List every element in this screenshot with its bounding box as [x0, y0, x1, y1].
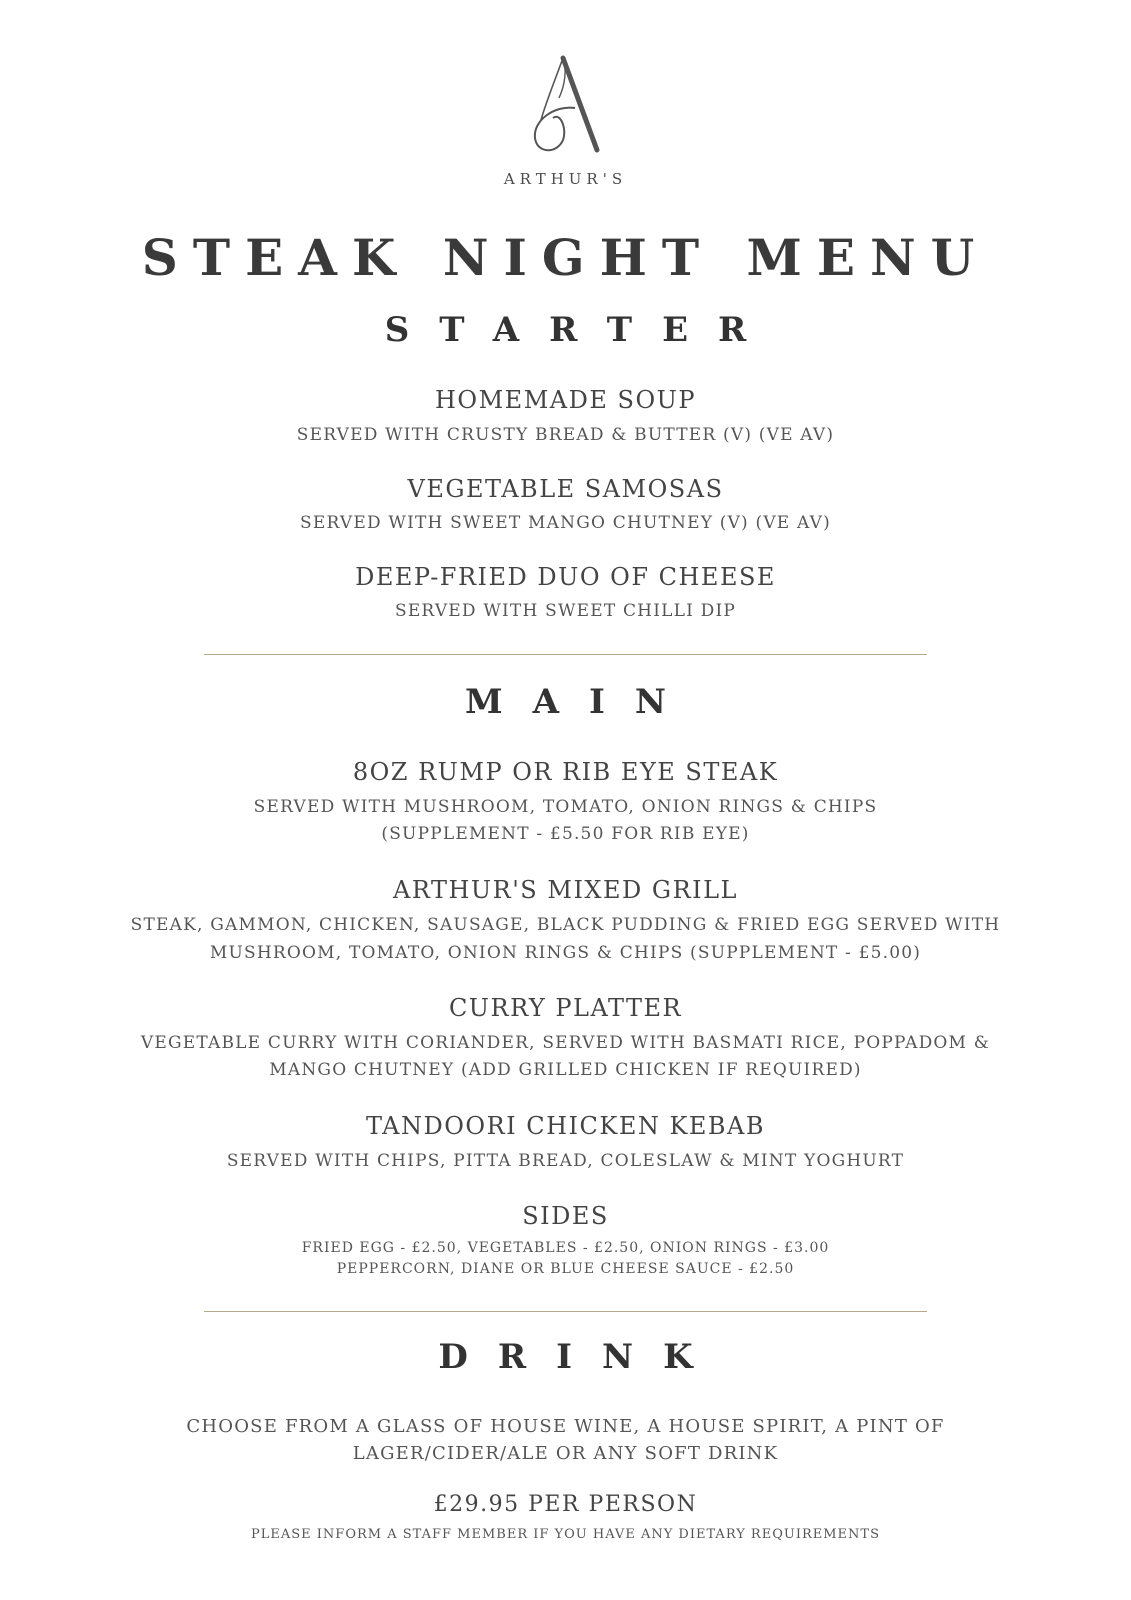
- drink-desc: LAGER/CIDER/ALE OR ANY SOFT DRINK: [352, 1443, 779, 1464]
- drink-desc: CHOOSE FROM A GLASS OF HOUSE WINE, A HOUSE SPIRIT, A PINT OF: [186, 1416, 945, 1437]
- menu-item-desc: VEGETABLE CURRY WITH CORIANDER, SERVED WITH BASMATI RICE, POPPADOM &: [140, 1033, 991, 1053]
- sides-line: PEPPERCORN, DIANE OR BLUE CHEESE SAUCE - £2.50: [336, 1261, 795, 1277]
- monogram-a-logo: [515, 50, 615, 160]
- page-title: STEAK NIGHT MENU: [141, 228, 990, 287]
- menu-item-name: HOMEMADE SOUP: [435, 386, 696, 414]
- menu-item-name: DEEP-FRIED DUO OF CHEESE: [355, 563, 776, 591]
- menu-item-desc: SERVED WITH SWEET MANGO CHUTNEY (V) (VE AV): [300, 513, 831, 533]
- section-divider: [204, 654, 927, 655]
- brand-name: ARTHUR'S: [503, 170, 628, 188]
- dietary-note: PLEASE INFORM A STAFF MEMBER IF YOU HAVE ANY DIETARY REQUIREMENTS: [251, 1527, 880, 1542]
- menu-item-desc: SERVED WITH MUSHROOM, TOMATO, ONION RINGS & CHIPS: [253, 797, 878, 817]
- menu-item-desc: SERVED WITH SWEET CHILLI DIP: [394, 601, 737, 621]
- section-heading-main: MAIN: [465, 682, 696, 722]
- menu-item-desc: (SUPPLEMENT - £5.50 FOR RIB EYE): [381, 824, 750, 844]
- section-heading-drink: DRINK: [438, 1337, 723, 1377]
- menu-item-desc: SERVED WITH CRUSTY BREAD & BUTTER (V) (VE AV): [296, 425, 835, 445]
- menu-item-name: CURRY PLATTER: [448, 994, 683, 1022]
- menu-item-desc: STEAK, GAMMON, CHICKEN, SAUSAGE, BLACK PUDDING & FRIED EGG SERVED WITH: [130, 915, 1001, 935]
- price: £29.95 PER PERSON: [433, 1492, 698, 1517]
- menu-item-name: 8OZ RUMP OR RIB EYE STEAK: [352, 758, 779, 786]
- menu-item-name: TANDOORI CHICKEN KEBAB: [365, 1112, 766, 1140]
- section-heading-starter: STARTER: [384, 310, 777, 350]
- sides-heading: SIDES: [522, 1202, 609, 1230]
- section-divider: [204, 1311, 927, 1312]
- menu-item-desc: MANGO CHUTNEY (ADD GRILLED CHICKEN IF REQUIRED): [269, 1060, 862, 1080]
- menu-item-desc: SERVED WITH CHIPS, PITTA BREAD, COLESLAW & MINT YOGHURT: [226, 1151, 905, 1171]
- sides-line: FRIED EGG - £2.50, VEGETABLES - £2.50, ONION RINGS - £3.00: [301, 1240, 830, 1256]
- menu-item-name: VEGETABLE SAMOSAS: [407, 475, 724, 503]
- menu-item-desc: MUSHROOM, TOMATO, ONION RINGS & CHIPS (SUPPLEMENT - £5.00): [209, 943, 922, 963]
- menu-item-name: ARTHUR'S MIXED GRILL: [392, 876, 738, 904]
